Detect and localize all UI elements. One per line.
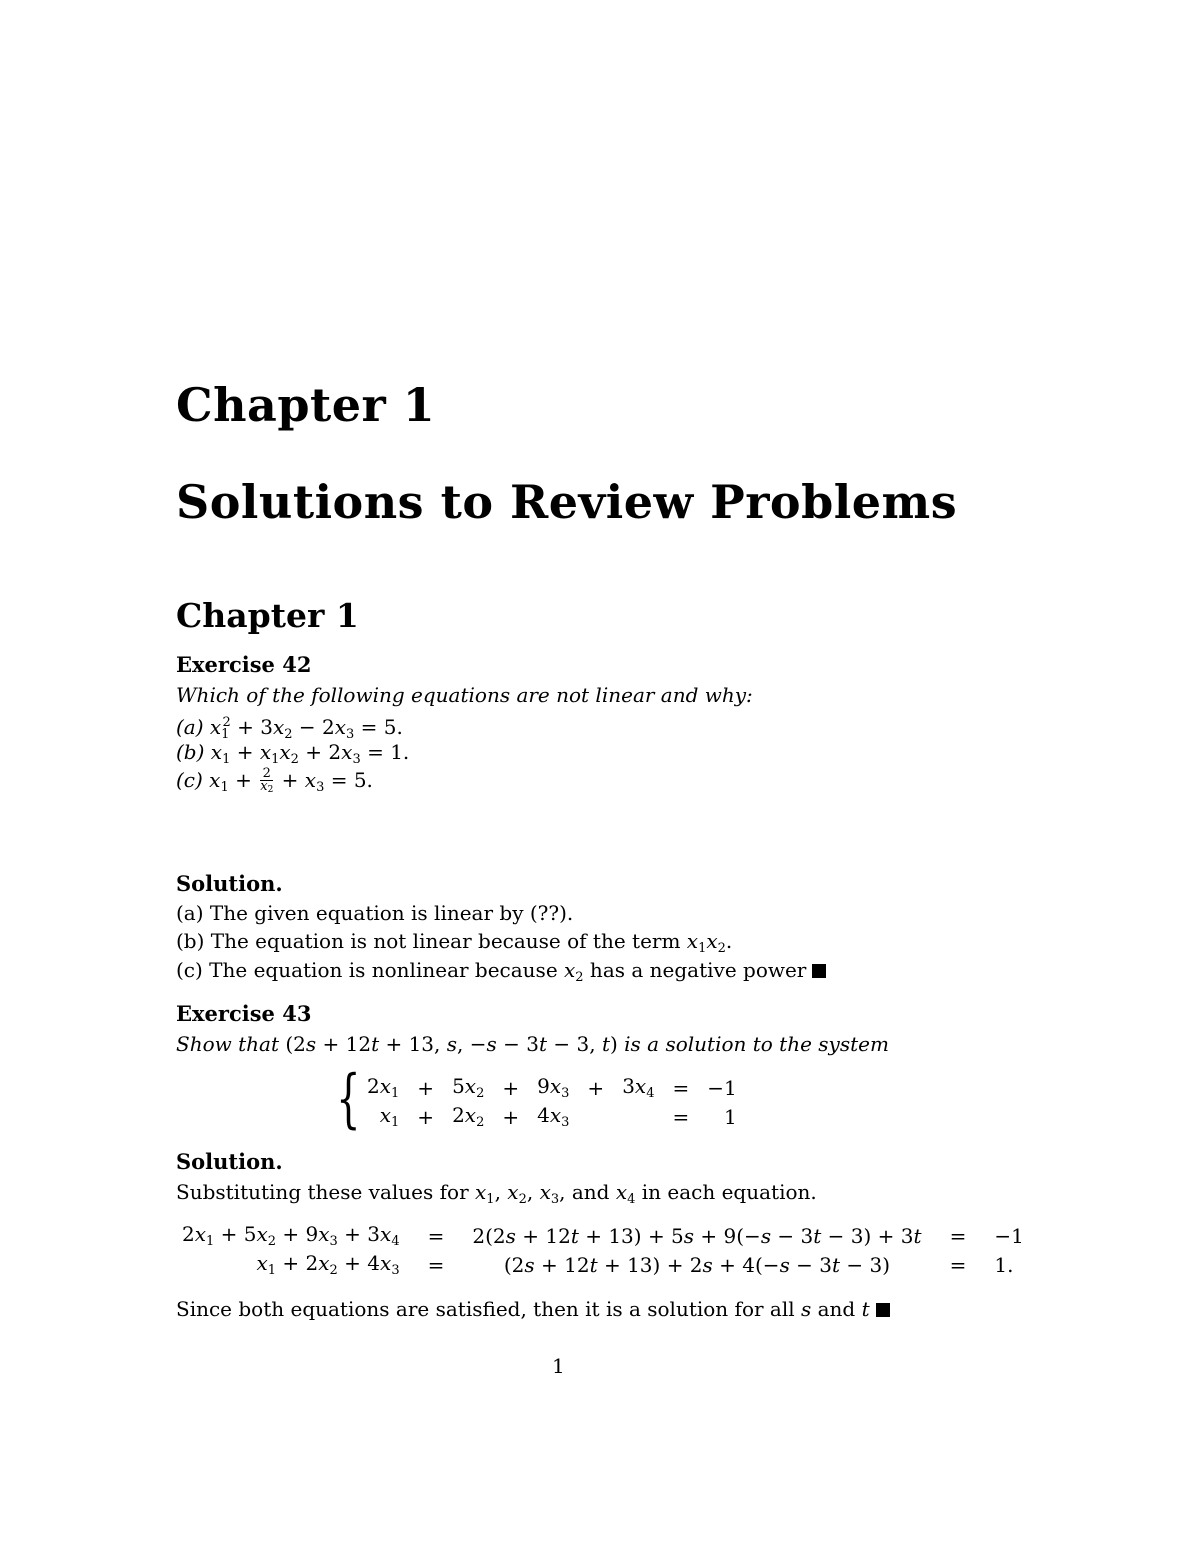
solution-43-intro: Substituting these values for $x_1$, $x_2$, $x_3$, and $x_4$ in each equation. [176,1180,817,1207]
solution-42-line-c: (c) The equation is nonlinear because $x_2$ has a negative power [176,956,826,992]
solution-42-heading: Solution. [176,871,283,896]
calc-row: $2x_1 + 5x_2 + 9x_3 + 3x_4$ = 2(2s + 12t + 13) + 5s + 9(−s − 3t − 3) + 3t = −1 [182,1222,1024,1249]
qed-square-icon [812,964,826,978]
qed-square-icon [876,1303,890,1317]
solution-42-line-b: (b) The equation is not linear because of the term $x_1x_2$. [176,929,733,956]
exercise-43-prompt: Show that (2s + 12t + 13, s, −s − 3t − 3, t) is a solution to the system [176,1032,889,1056]
page-number: 1 [552,1354,565,1378]
document-title: Solutions to Review Problems [176,475,958,529]
system-row: $x_1$ + $2x_2$ + $4x_3$ = 1 [379,1103,737,1130]
system-row: $2x_1$ + $5x_2$ + $9x_3$ + $3x_4$ = −1 [367,1074,737,1101]
exercise-42-item-b: (b) $x_1 + x_1x_2 + 2x_3 = 1$. [176,740,410,767]
left-brace-icon: { [336,1062,361,1136]
solution-43-conclusion: Since both equations are satisfied, then it is a solution for all s and t [176,1295,890,1323]
solution-43-heading: Solution. [176,1149,283,1174]
system-table [358,1073,746,1131]
item-label: (b) [176,740,205,764]
exercise-42-item-c: (c) $x_1$ + $\frac{2}{x_2}$ + $x_3 = 5$. [176,765,373,795]
section-title: Chapter 1 [176,596,359,635]
substitution-table [168,1221,1038,1279]
fraction: $\frac{2}{x_2}$ [260,765,274,795]
calc-row: $x_1 + 2x_2 + 4x_3$ = (2s + 12t + 13) + 2s + 4(−s − 3t − 3) = 1. [256,1251,1014,1278]
exercise-43-heading: Exercise 43 [176,1001,312,1026]
chapter-title: Chapter 1 [176,378,436,432]
exercise-42-heading: Exercise 42 [176,652,312,677]
solution-42-line-a: (a) The given equation is linear by (??). [176,901,574,925]
linear-system [336,1062,746,1136]
exercise-42-item-a: (a) $x_1^2 + 3x_2 - 2x_3 = 5$. [176,715,403,742]
exercise-42-prompt: Which of the following equations are not linear and why: [176,683,753,707]
item-label: (c) [176,768,203,792]
item-label: (a) [176,715,204,739]
